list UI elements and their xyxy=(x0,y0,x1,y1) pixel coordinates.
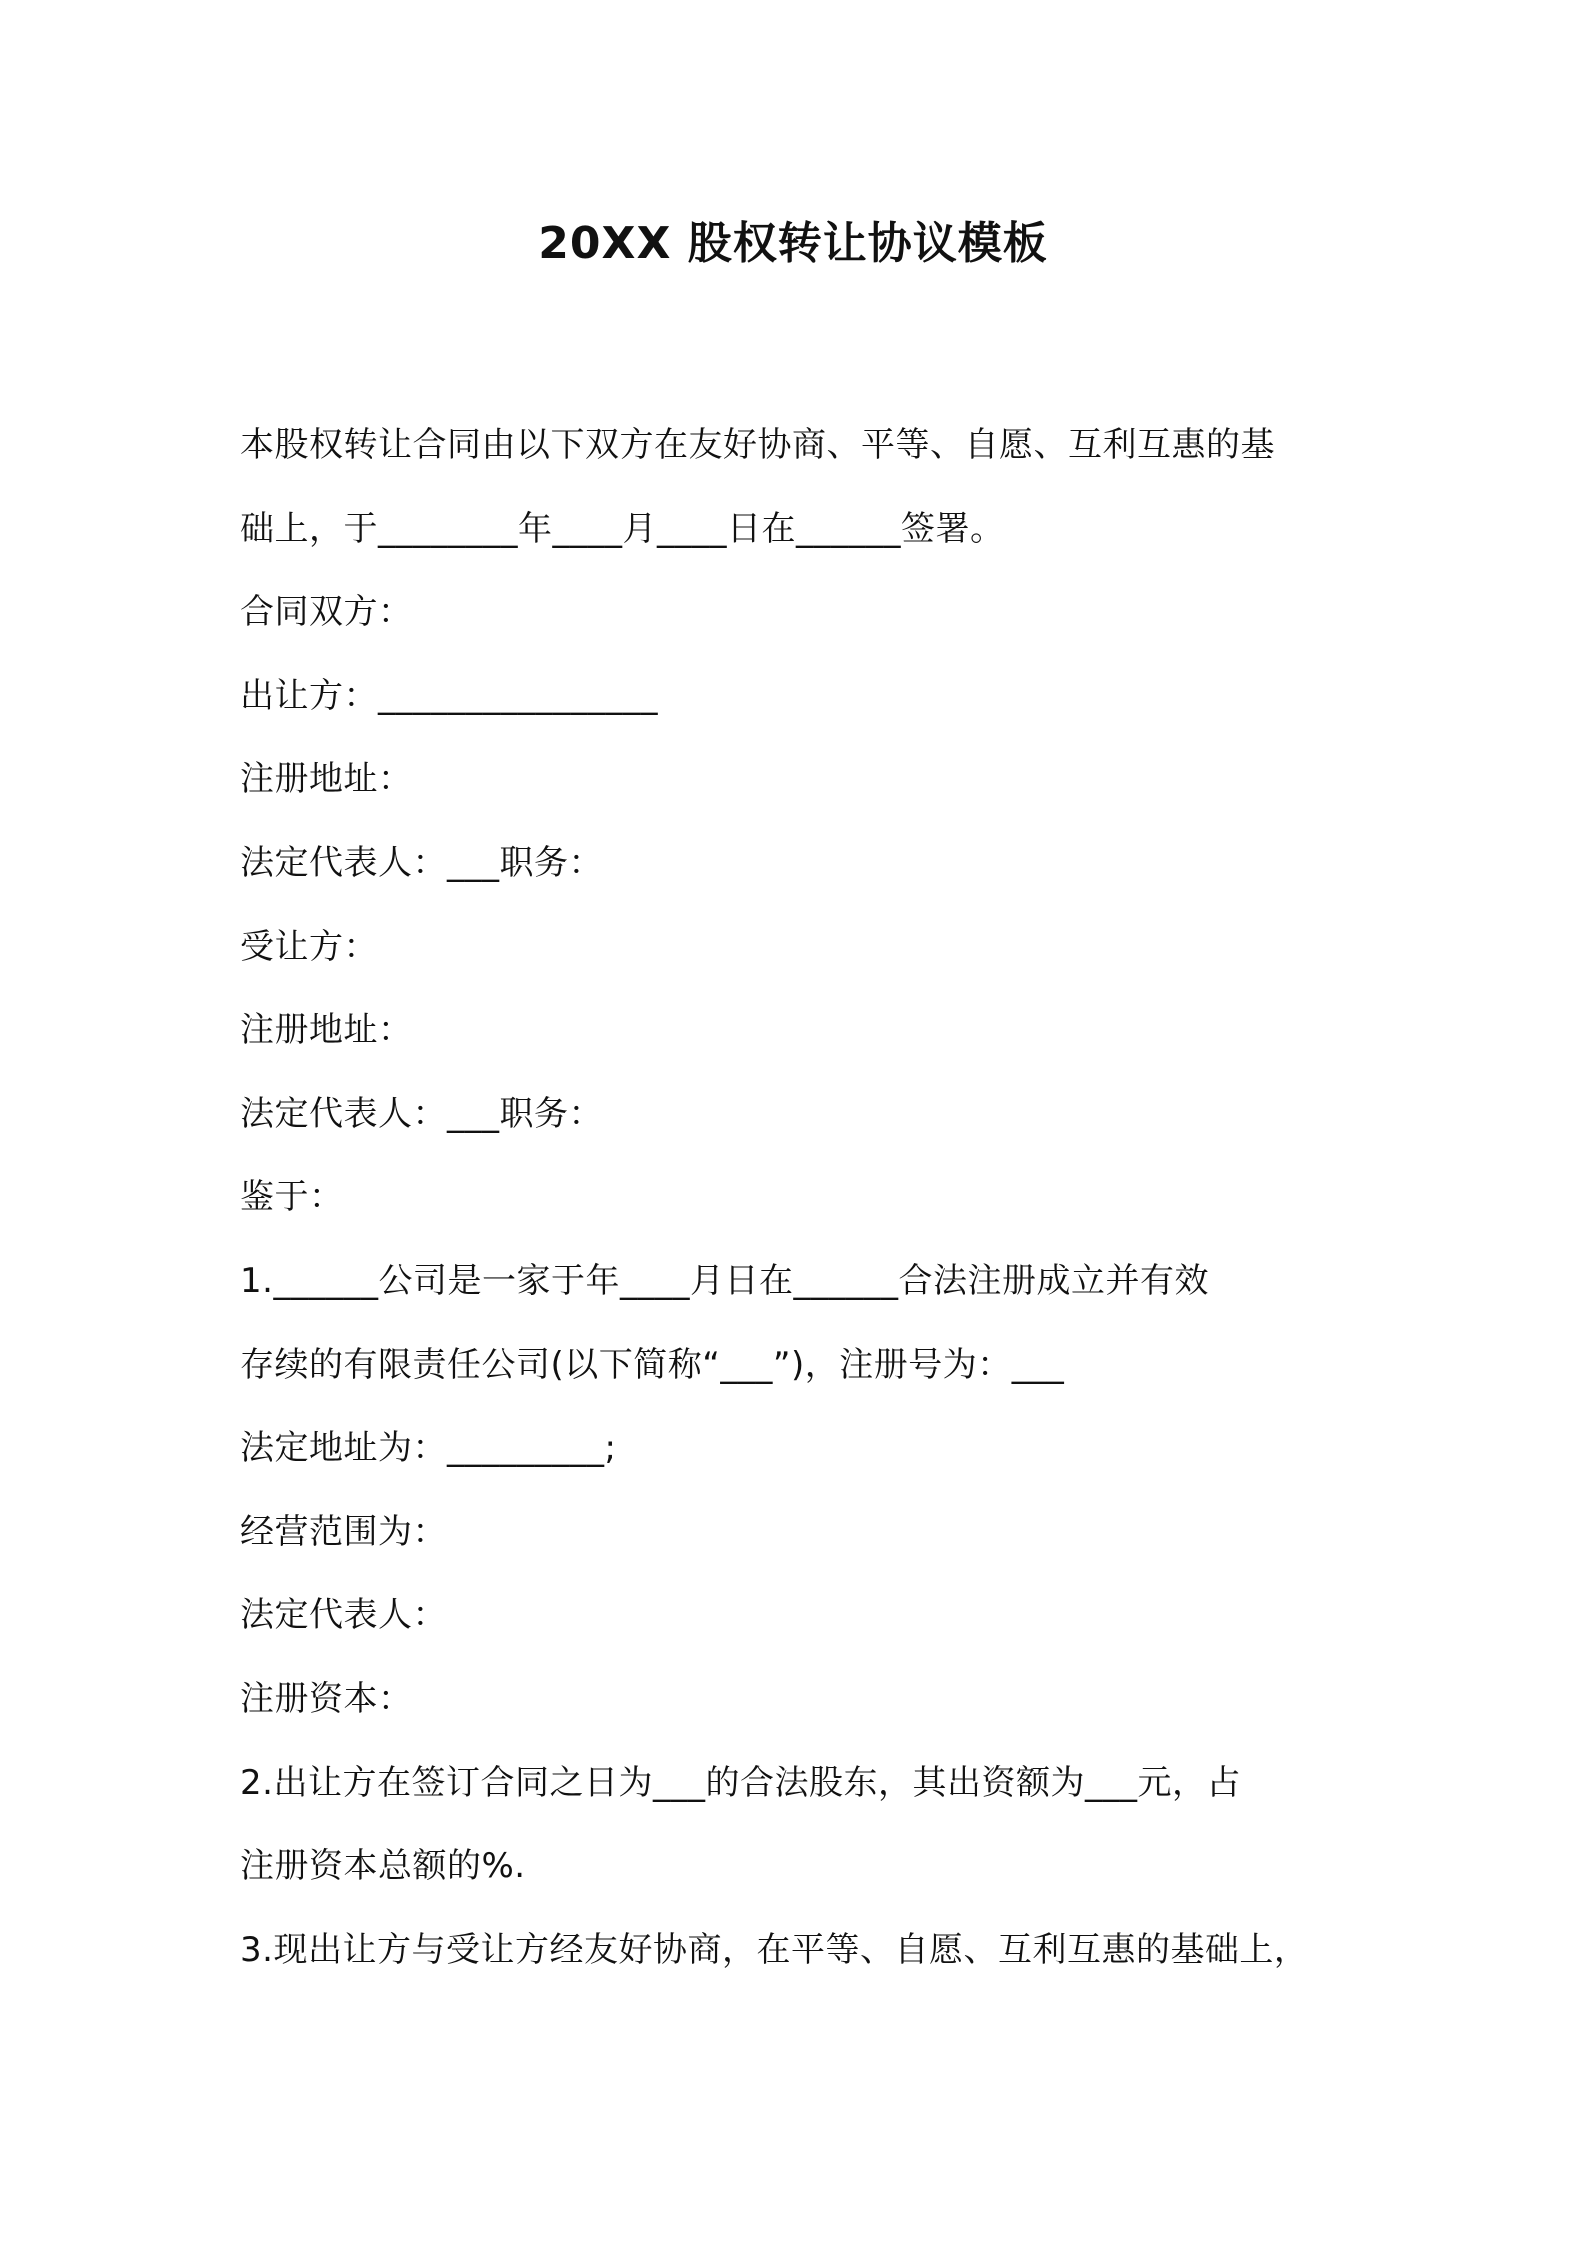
body-line: 法定代表人：___职务： xyxy=(240,1093,603,1134)
body-line: 3.现出让方与受让方经友好协商，在平等、自愿、互利互惠的基础上， xyxy=(240,1929,1309,1970)
body-line: 本股权转让合同由以下双方在友好协商、平等、自愿、互利互惠的基 xyxy=(240,425,1275,465)
body-line: 法定代表人： xyxy=(240,1595,447,1636)
body-line: 受让方： xyxy=(240,926,378,967)
body-line: 1.______公司是一家于年____月日在______合法注册成立并有效 xyxy=(240,1260,1209,1301)
body-line: 出让方：________________ xyxy=(240,675,658,716)
body-line: 法定代表人：___职务： xyxy=(240,842,603,883)
body-line: 法定地址为：_________; xyxy=(240,1428,617,1469)
body-line: 注册地址： xyxy=(240,1010,413,1051)
document-title: 20XX 股权转让协议模板 xyxy=(538,218,1048,269)
document-body xyxy=(240,404,1370,1992)
body-line: 鉴于： xyxy=(240,1177,344,1218)
body-line: 2.出让方在签订合同之日为___的合法股东，其出资额为___元，占 xyxy=(240,1762,1241,1803)
body-line: 合同双方： xyxy=(240,592,413,633)
body-line: 注册资本总额的%. xyxy=(240,1846,526,1887)
body-line: 经营范围为： xyxy=(240,1511,447,1552)
body-line: 存续的有限责任公司(以下简称“___”)，注册号为：___ xyxy=(240,1344,1065,1385)
body-line: 注册资本： xyxy=(240,1678,413,1719)
body-line: 础上，于________年____月____日在______签署。 xyxy=(240,508,1005,549)
body-line: 注册地址： xyxy=(240,759,413,800)
